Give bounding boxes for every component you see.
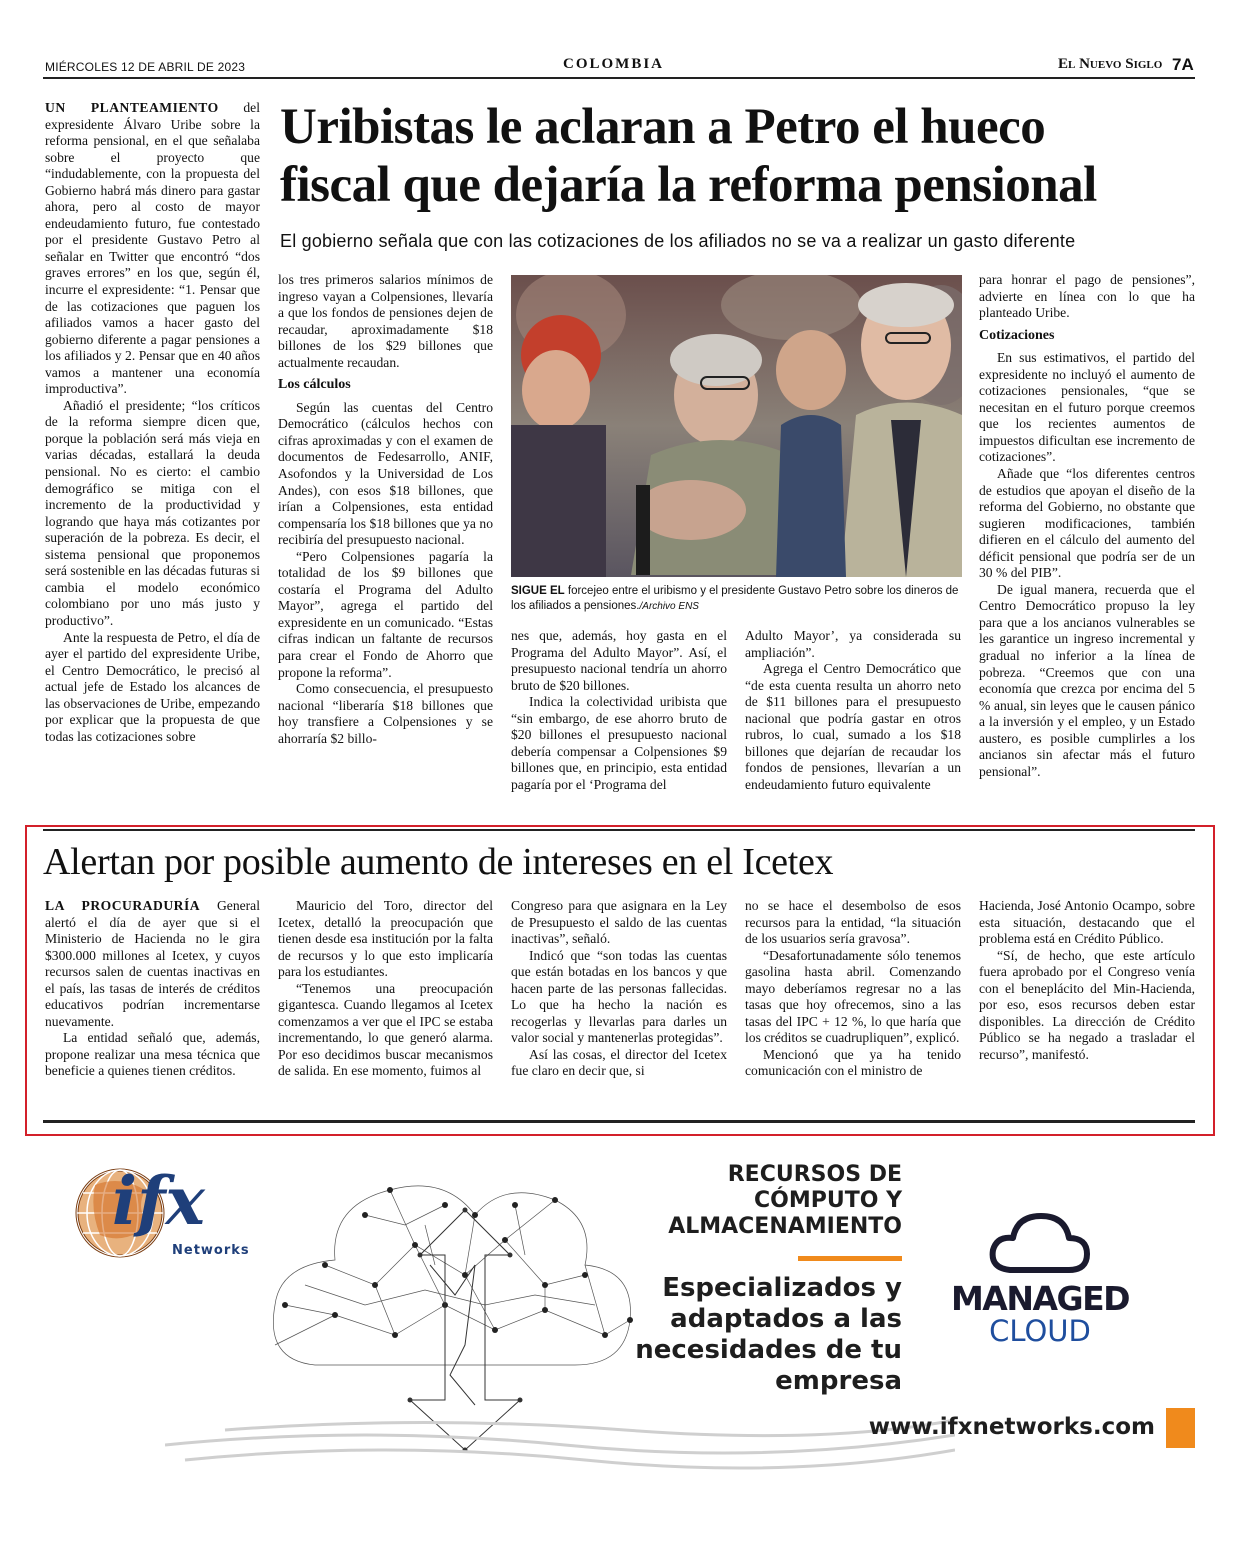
cloud-label: CLOUD xyxy=(989,1314,1091,1348)
ad-headline xyxy=(600,1162,902,1240)
paragraph: Así las cosas, el director del Icetex fue claro en decir que, si xyxy=(511,1046,727,1079)
paragraph: Mauricio del Toro, director del Icetex, detalló la preocupación que tienen desde esa institución por la falta de recursos y lo que esto implicaría para los estudiantes. xyxy=(278,898,493,980)
header-rule xyxy=(43,77,1195,79)
paragraph: Adulto Mayor’, ya considerada su ampliación”. xyxy=(745,628,961,660)
article1-col2 xyxy=(278,272,493,820)
paragraph-text: del expresidente Álvaro Uribe sobre la reforma pensional, en el que señalaba sobre el proyecto que “indudablemente, con la propuesta del Gobierno habrá más dinero para gastar ahora, pero al costo de mayor endeudamiento futuro, fue contestado por el presidente Gustavo Petro al señalar en Twitter que encontró “dos graves errores” en los que, según él, incurre el expresidente: “1. Pensar que de las cotizaciones que paguen los afiliados vamos a hacer gasto del gobierno diferente a pagar pensiones a los afiliados y 2. Pensar que en 40 años vamos a mantener una economía improductiva”. xyxy=(45,100,260,397)
article2-col5 xyxy=(979,898,1195,1108)
article1-photo xyxy=(511,275,962,577)
newspaper-name: El Nuevo Siglo xyxy=(1058,56,1163,72)
paragraph: De igual manera, recuerda que el Centro Democrático propuso la ley para que a los ancianos vulnerables se les garantice un ingreso incremental y gradual no inferior a la línea de pobreza. “Creemos que con una economía que crezca por encima del 5 % anual, sin leyes que le causen pánico a la inversión y el empleo, y un Estado austero, es posible cumplirles a los ancianos sin afectar más el futuro pensional”. xyxy=(979,581,1195,779)
ad-orange-block xyxy=(1166,1408,1195,1448)
paragraph: Añade que “los diferentes centros de estudios que apoyan el diseño de la reforma del Gobierno, no obstante que sugieren modificaciones, también difieren en el cálculo del aumento del déficit pensional que podría ser de un 30 % del PIB”. xyxy=(979,466,1195,581)
paragraph: La entidad señaló que, además, propone realizar una mesa técnica que beneficie a quienes tienen créditos. xyxy=(45,1030,260,1079)
article1-col3 xyxy=(511,628,727,820)
paragraph: Agrega el Centro Democrático que “de esta cuenta resulta un ahorro neto de $11 billones para el presupuesto nacional que podría gastar en otros rubros, lo cual, sumado a los $18 billones que dejarían de recaudar los fondos de pensiones, llevarían a un endeudamiento futuro equivalente xyxy=(745,661,961,792)
section-title: COLOMBIA xyxy=(563,56,665,72)
paragraph: Hacienda, José Antonio Ocampo, sobre esta situación, destacando que el problema está en Crédito Público. xyxy=(979,898,1195,947)
title-line: fiscal que dejaría la reforma pensional xyxy=(280,157,1097,213)
ad-tagline-line: empresa xyxy=(775,1366,902,1396)
paragraph xyxy=(45,898,260,1030)
managed-label: MANAGED xyxy=(950,1279,1130,1318)
paragraph: “Sí, de hecho, que este artículo fuera aprobado por el Congreso venía con el beneplácito del Min-Hacienda, por eso, esos recursos deben estar disponibles. La dirección de Crédito Público se ha negado a trasladar el recurso”, manifestó. xyxy=(979,947,1195,1062)
advertisement[interactable] xyxy=(0,1140,1238,1565)
title-line: Uribistas le aclaran a Petro el hueco xyxy=(280,99,1046,155)
article2-bottom-rule xyxy=(43,1120,1195,1123)
ad-tagline xyxy=(590,1273,902,1397)
paragraph: Añadió el presidente; “los críticos de la reforma siempre dicen que, porque la población será más vieja en varias décadas, estallará la deuda pensional. No es cierto: el cambio demográfico se mitiga con el incremento de la productividad y logrando que haya más cotizantes por superación de la pobreza. Es decir, el sistema pensional que proponemos será sostenible en las décadas futuras si cambia el modelo económico colombiano por uno más justo y productivo”. xyxy=(45,397,260,628)
ifx-logo-sub: Networks xyxy=(172,1243,250,1258)
photo-credit: /Archivo ENS xyxy=(639,601,699,612)
lead-in: LA PROCURADURÍA xyxy=(45,898,201,913)
paragraph: Ante la respuesta de Petro, el día de ayer el partido del expresidente Uribe, el Centro Democrático, le precisó al actual jefe de Estado los alcances de las observaciones de Uribe, empezando por explicar que la propuesta de que todas las cotizaciones sobre xyxy=(45,629,260,744)
paragraph: En sus estimativos, el partido del expresidente no incluyó el aumento de cotizaciones pensionales, “que se necesitan en el futuro porque creemos que los recientes aumentos de impuestos dificultan ese incremento de cotizaciones”. xyxy=(979,350,1195,465)
paragraph: los tres primeros salarios mínimos de ingreso vayan a Colpensiones, llevaría a que los fondos de pensiones dejen de recaudar, aproximadamente $18 billones de los $29 billones que actualmente recaudan. xyxy=(278,272,493,370)
paragraph: Indicó que “son todas las cuentas que están botadas en los bancos y que hacen parte de las personas fallecidas. Lo que ha hecho la nación es recogerlas y llevarlas para darles un valor social y mantenerlas protegidas”. xyxy=(511,947,727,1046)
lead-in: UN PLANTEAMIENTO xyxy=(45,100,219,115)
paragraph: Mencionó que ya ha tenido comunicación con el ministro de xyxy=(745,1046,961,1079)
article1-col4 xyxy=(745,628,961,820)
paragraph: “Desafortunadamente sólo tenemos gasolina hasta abril. Comenzando mayo deberíamos regresar no a las tasas que hoy ofrecemos, sino a las tasas del IPC + 12 %, lo que haría que los créditos se cuadrupliquen”, explicó. xyxy=(745,947,961,1046)
caption-text: forcejeo entre el uribismo y el presidente Gustavo Petro sobre los dineros de los afiliados a pensiones. xyxy=(511,585,959,612)
paragraph: “Pero Colpensiones pagaría la totalidad de los $9 billones que costaría el Programa del Adulto Mayor”, agrega el partido del expresidente en un comunicado. “Estas cifras indican un faltante de recursos para crear el Fondo de Ahorro que propone la reforma”. xyxy=(278,548,493,680)
subheading: Los cálculos xyxy=(278,377,351,393)
paragraph: para honrar el pago de pensiones”, advierte en línea con lo que ha planteado Uribe. xyxy=(979,272,1195,321)
paragraph: “Tenemos una preocupación gigantesca. Cuando llegamos al Icetex comenzamos a ver que el IPC se estaba incrementando, lo que generó alarma. Por eso decidimos buscar mecanismos de salida. En ese momento, fuimos al xyxy=(278,980,493,1079)
ad-orange-bar xyxy=(798,1256,902,1261)
paragraph xyxy=(45,100,260,398)
ad-tagline-line: adaptados a las xyxy=(670,1304,902,1334)
page-date: MIÉRCOLES 12 DE ABRIL DE 2023 xyxy=(45,60,246,74)
ad-headline-line: ALMACENAMIENTO xyxy=(668,1214,902,1239)
ad-tagline-line: Especializados y xyxy=(662,1273,902,1303)
cloud-icon xyxy=(985,1208,1095,1278)
article1-col1 xyxy=(45,100,260,820)
paragraph: nes que, además, hoy gasta en el Programa del Adulto Mayor”. Así, el presupuesto nacional tendría un ahorro bruto de $20 billones. xyxy=(511,628,727,693)
paragraph-text: General alertó el día de ayer que si el Ministerio de Hacienda no le gira $300.000 millones al Icetex, y cuyos recursos salen de cuentas inactivas en el país, las tasas de interés de créditos educativos podrían incrementarse nuevamente. xyxy=(45,898,260,1029)
photo-illustration xyxy=(511,275,962,577)
photo-caption xyxy=(511,584,962,614)
caption-lead: SIGUE EL xyxy=(511,585,565,597)
article1-title xyxy=(280,98,1200,214)
ad-headline-line: RECURSOS DE xyxy=(727,1162,902,1187)
article2-col2 xyxy=(278,898,493,1108)
article2-col1 xyxy=(45,898,260,1108)
article2-title: Alertan por posible aumento de intereses en el Icetex xyxy=(43,841,834,883)
article2-col4 xyxy=(745,898,961,1108)
paragraph: Indica la colectividad uribista que “sin embargo, de ese ahorro bruto de $20 billones el presupuesto nacional debería compensar a Colpensiones $9 billones que, en principio, esta entidad pagaría por el ‘Programa del xyxy=(511,694,727,792)
ifx-logo-text: ifx xyxy=(112,1162,205,1240)
ad-tagline-line: necesidades de tu xyxy=(635,1335,902,1365)
article1-subtitle: El gobierno señala que con las cotizaciones de los afiliados no se va a realizar un gasto diferente xyxy=(280,231,1076,251)
ad-headline-line: CÓMPUTO Y xyxy=(753,1188,902,1213)
paragraph: Como consecuencia, el presupuesto nacional “liberaría $18 billones que hoy transfiere a Colpensiones y se ahorraría $2 billo- xyxy=(278,681,493,746)
paragraph: Según las cuentas del Centro Democrático (cálculos hechos con cifras aproximadas y con el examen de documentos de Fedesarrollo, ANIF, Asofondos y la Universidad de Los Andes), con esos $18 billones, que irían a Colpensiones, esta entidad compensaría los $18 billones que ya no recibiría del presupuesto nacional. xyxy=(278,399,493,548)
article1-col5 xyxy=(979,272,1195,820)
subheading: Cotizaciones xyxy=(979,327,1055,343)
page-number: 7A xyxy=(1172,55,1194,74)
ad-url-link[interactable]: www.ifxnetworks.com xyxy=(868,1414,1155,1440)
paragraph: Congreso para que asignara en la Ley de Presupuesto el saldo de las cuentas inactivas”, señaló. xyxy=(511,898,727,947)
article2-col3 xyxy=(511,898,727,1108)
article2-top-rule xyxy=(43,829,1195,831)
paragraph: no se hace el desembolso de esos recursos para la entidad, “la situación de los usuarios sería gravosa”. xyxy=(745,898,961,947)
